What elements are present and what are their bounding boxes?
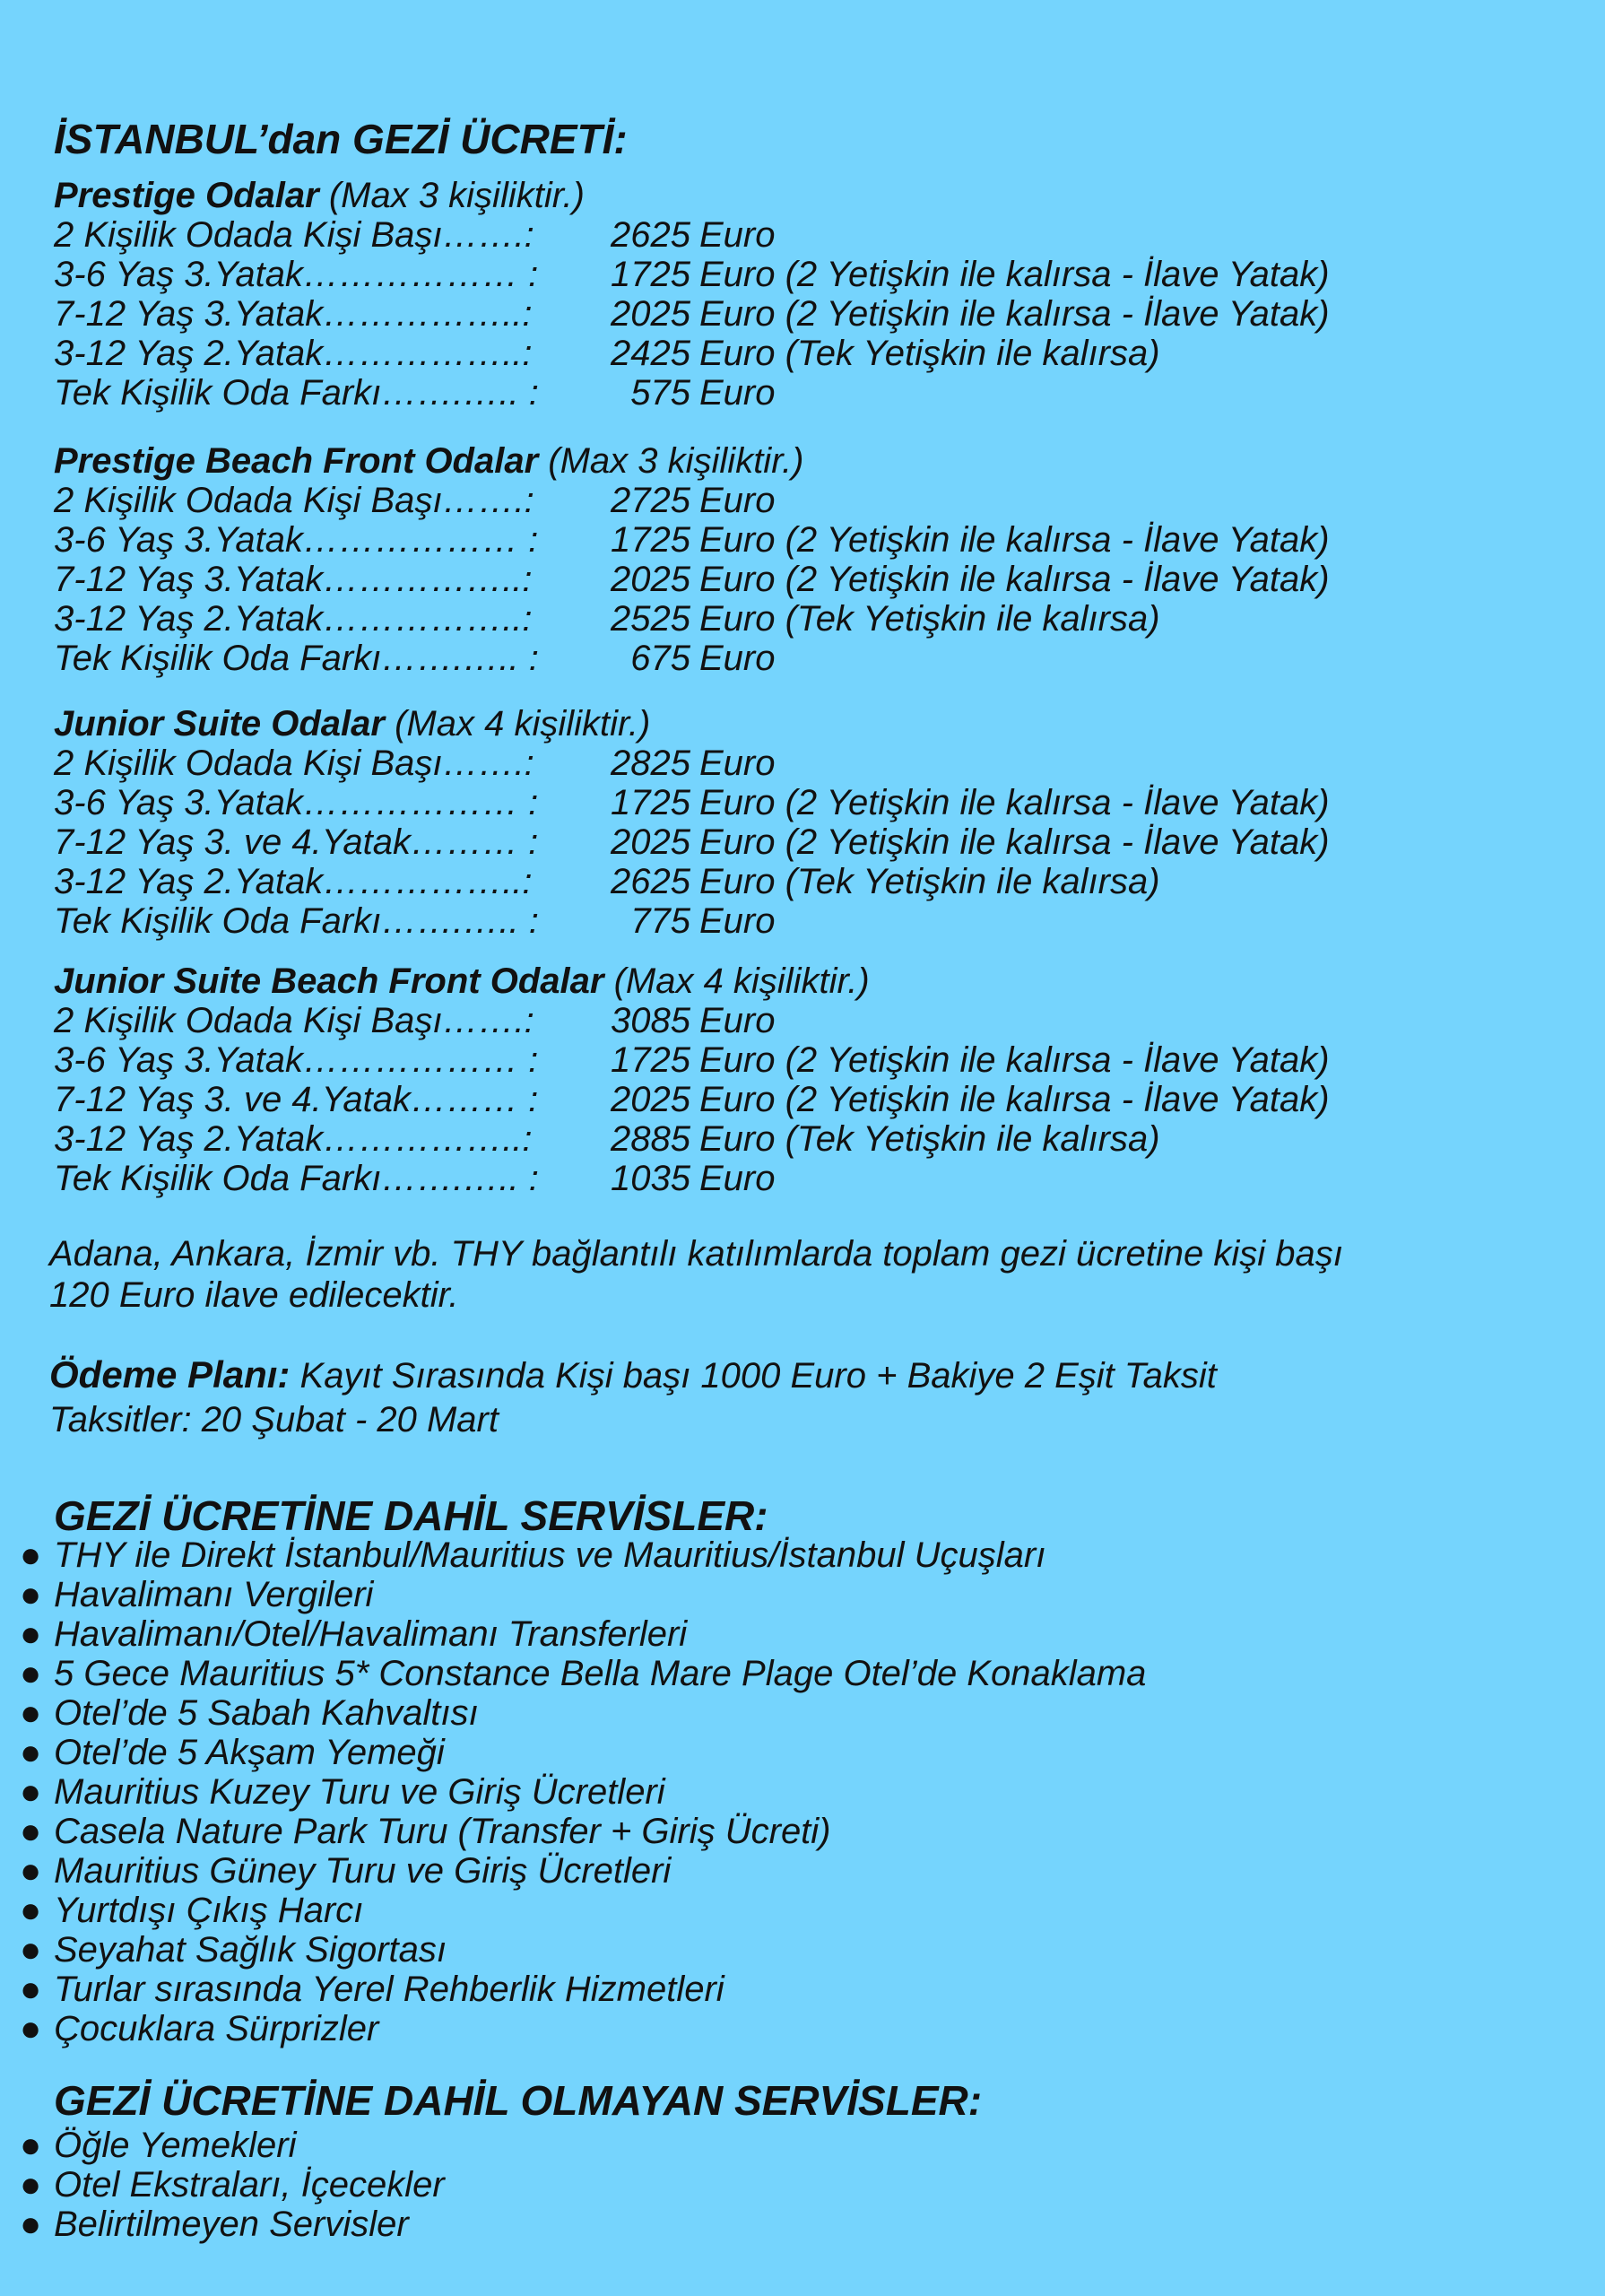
list-item-text: Seyahat Sağlık Sigortası	[54, 1930, 447, 1970]
list-item	[20, 1891, 1146, 1930]
room-name: Prestige Odalar	[54, 176, 319, 215]
price-note: Euro	[699, 639, 776, 678]
price-value: 2885	[611, 1119, 690, 1159]
price-value: 2725	[611, 481, 690, 520]
price-label: 2 Kişilik Odada Kişi Başı…….:	[54, 1001, 534, 1040]
price-label: 3-12 Yaş 2.Yatak……………..:	[54, 599, 533, 639]
price-value: 2425	[611, 334, 690, 373]
price-label: Tek Kişilik Oda Farkı…….….. :	[54, 1159, 539, 1198]
price-row	[54, 1159, 1330, 1198]
room-block-junior-suite	[54, 704, 1330, 941]
price-note: Euro (Tek Yetişkin ile kalırsa)	[699, 1119, 1160, 1159]
price-label: 7-12 Yaş 3.Yatak……………..:	[54, 294, 533, 334]
installments-text: Taksitler: 20 Şubat - 20 Mart	[49, 1400, 499, 1439]
price-note: Euro	[699, 1159, 776, 1198]
list-item	[20, 1575, 1146, 1614]
price-label: 2 Kişilik Odada Kişi Başı…….:	[54, 744, 534, 783]
list-item	[20, 1970, 1146, 2009]
bullet-icon: ●	[20, 2126, 42, 2165]
price-label: 3-12 Yaş 2.Yatak……………..:	[54, 334, 533, 373]
connection-note-line: 120 Euro ilave edilecektir.	[49, 1275, 459, 1315]
bullet-icon: ●	[20, 1575, 42, 1614]
bullet-icon: ●	[20, 1891, 42, 1930]
price-note: Euro (2 Yetişkin ile kalırsa - İlave Yatak)	[699, 560, 1330, 599]
price-row	[54, 783, 1330, 822]
price-note: Euro	[699, 481, 776, 520]
list-item-text: Turlar sırasında Yerel Rehberlik Hizmetleri	[54, 1970, 724, 2009]
price-label: 7-12 Yaş 3. ve 4.Yatak……… :	[54, 1080, 539, 1119]
price-note: Euro (Tek Yetişkin ile kalırsa)	[699, 599, 1160, 639]
price-label: 7-12 Yaş 3. ve 4.Yatak……… :	[54, 822, 539, 862]
list-item	[20, 1535, 1146, 1575]
list-item-text: Yurtdışı Çıkış Harcı	[54, 1891, 364, 1930]
list-item-text: Öğle Yemekleri	[54, 2126, 297, 2165]
price-label: 3-6 Yaş 3.Yatak……………… :	[54, 255, 539, 294]
price-note: Euro	[699, 215, 776, 255]
list-item	[20, 2205, 445, 2244]
room-capacity: (Max 3 kişiliktir.)	[548, 441, 804, 481]
price-row	[54, 1119, 1330, 1159]
payment-text: Kayıt Sırasında Kişi başı 1000 Euro + Bakiye 2 Eşit Taksit	[299, 1356, 1217, 1396]
price-value: 3085	[611, 1001, 690, 1040]
room-block-prestige	[54, 176, 1330, 413]
price-label: 3-12 Yaş 2.Yatak……………..:	[54, 1119, 533, 1159]
list-item	[20, 1654, 1146, 1693]
list-item	[20, 1930, 1146, 1970]
price-row	[54, 639, 1330, 678]
list-item-text: Havalimanı Vergileri	[54, 1575, 374, 1614]
list-item-text: Otel Ekstraları, İçecekler	[54, 2165, 445, 2205]
price-label: 3-6 Yaş 3.Yatak……………… :	[54, 520, 539, 560]
payment-plan	[49, 1354, 1217, 1440]
price-label: Tek Kişilik Oda Farkı…….….. :	[54, 639, 539, 678]
bullet-icon: ●	[20, 1851, 42, 1891]
page-title: İSTANBUL’dan GEZİ ÜCRETİ:	[54, 116, 628, 162]
list-item-text: Casela Nature Park Turu (Transfer + Giriş Ücreti)	[54, 1812, 831, 1851]
list-item-text: Havalimanı/Otel/Havalimanı Transferleri	[54, 1614, 688, 1654]
list-item-text: Belirtilmeyen Servisler	[54, 2205, 409, 2244]
price-value: 1725	[611, 255, 690, 294]
room-capacity: (Max 4 kişiliktir.)	[613, 961, 870, 1001]
price-label: 3-6 Yaş 3.Yatak……………… :	[54, 783, 539, 822]
bullet-icon: ●	[20, 1772, 42, 1812]
bullet-icon: ●	[20, 1693, 42, 1733]
price-label: 3-12 Yaş 2.Yatak……………..:	[54, 862, 533, 901]
included-title: GEZİ ÜCRETİNE DAHİL SERVİSLER:	[54, 1492, 768, 1539]
price-note: Euro	[699, 1001, 776, 1040]
price-row	[54, 560, 1330, 599]
price-label: 7-12 Yaş 3.Yatak……………..:	[54, 560, 533, 599]
price-value: 575	[630, 373, 690, 413]
price-value: 2625	[611, 862, 690, 901]
room-capacity: (Max 4 kişiliktir.)	[395, 704, 651, 744]
price-row	[54, 862, 1330, 901]
price-row	[54, 215, 1330, 255]
list-item-text: Otel’de 5 Sabah Kahvaltısı	[54, 1693, 479, 1733]
room-heading	[54, 441, 1330, 481]
bullet-icon: ●	[20, 1930, 42, 1970]
price-value: 1035	[611, 1159, 690, 1198]
price-row	[54, 1080, 1330, 1119]
price-note: Euro	[699, 901, 776, 941]
connection-note	[49, 1233, 1343, 1316]
price-note: Euro	[699, 744, 776, 783]
list-item	[20, 1772, 1146, 1812]
list-item-text: Mauritius Güney Turu ve Giriş Ücretleri	[54, 1851, 672, 1891]
price-row	[54, 481, 1330, 520]
price-value: 2025	[611, 560, 690, 599]
list-item-text: Mauritius Kuzey Turu ve Giriş Ücretleri	[54, 1772, 665, 1812]
price-value: 2625	[611, 215, 690, 255]
list-item	[20, 2165, 445, 2205]
payment-label: Ödeme Planı:	[49, 1353, 291, 1396]
price-note: Euro (2 Yetişkin ile kalırsa - İlave Yatak)	[699, 1080, 1330, 1119]
list-item	[20, 1614, 1146, 1654]
price-note: Euro (Tek Yetişkin ile kalırsa)	[699, 334, 1160, 373]
list-item-text: Çocuklara Sürprizler	[54, 2009, 379, 2048]
price-note: Euro	[699, 373, 776, 413]
price-note: Euro (2 Yetişkin ile kalırsa - İlave Yatak)	[699, 1040, 1330, 1080]
room-heading	[54, 704, 1330, 744]
bullet-icon: ●	[20, 1812, 42, 1851]
bullet-icon: ●	[20, 2205, 42, 2244]
price-row	[54, 1040, 1330, 1080]
room-block-prestige-beach-front	[54, 441, 1330, 678]
bullet-icon: ●	[20, 1733, 42, 1772]
price-row	[54, 822, 1330, 862]
connection-note-line: Adana, Ankara, İzmir vb. THY bağlantılı katılımlarda toplam gezi ücretine kişi başı	[49, 1234, 1343, 1274]
room-heading	[54, 176, 1330, 215]
price-value: 2825	[611, 744, 690, 783]
price-row	[54, 334, 1330, 373]
room-name: Prestige Beach Front Odalar	[54, 441, 539, 481]
bullet-icon: ●	[20, 1535, 42, 1575]
list-item	[20, 1733, 1146, 1772]
price-row	[54, 1001, 1330, 1040]
list-item-text: Otel’de 5 Akşam Yemeği	[54, 1733, 445, 1772]
price-row	[54, 373, 1330, 413]
included-list	[20, 1535, 1146, 2048]
price-row	[54, 255, 1330, 294]
list-item	[20, 2009, 1146, 2048]
price-value: 1725	[611, 520, 690, 560]
list-item	[20, 2126, 445, 2165]
price-label: Tek Kişilik Oda Farkı…….….. :	[54, 901, 539, 941]
bullet-icon: ●	[20, 1970, 42, 2009]
price-label: 2 Kişilik Odada Kişi Başı…….:	[54, 481, 534, 520]
bullet-icon: ●	[20, 2009, 42, 2048]
price-value: 775	[630, 901, 690, 941]
bullet-icon: ●	[20, 1654, 42, 1693]
price-note: Euro (2 Yetişkin ile kalırsa - İlave Yatak)	[699, 783, 1330, 822]
price-value: 1725	[611, 783, 690, 822]
room-name: Junior Suite Beach Front Odalar	[54, 961, 604, 1001]
list-item	[20, 1851, 1146, 1891]
bullet-icon: ●	[20, 2165, 42, 2205]
price-value: 2025	[611, 822, 690, 862]
price-label: 3-6 Yaş 3.Yatak……………… :	[54, 1040, 539, 1080]
payment-line	[49, 1354, 1217, 1399]
price-value: 2025	[611, 1080, 690, 1119]
price-value: 2025	[611, 294, 690, 334]
price-label: Tek Kişilik Oda Farkı…….….. :	[54, 373, 539, 413]
list-item-text: 5 Gece Mauritius 5* Constance Bella Mare Plage Otel’de Konaklama	[54, 1654, 1147, 1693]
price-note: Euro (2 Yetişkin ile kalırsa - İlave Yatak)	[699, 294, 1330, 334]
price-note: Euro (2 Yetişkin ile kalırsa - İlave Yatak)	[699, 255, 1330, 294]
bullet-icon: ●	[20, 1614, 42, 1654]
price-label: 2 Kişilik Odada Kişi Başı…….:	[54, 215, 534, 255]
room-name: Junior Suite Odalar	[54, 704, 385, 744]
price-row	[54, 520, 1330, 560]
price-row	[54, 294, 1330, 334]
room-capacity: (Max 3 kişiliktir.)	[328, 176, 585, 215]
price-row	[54, 744, 1330, 783]
price-row	[54, 901, 1330, 941]
price-note: Euro (Tek Yetişkin ile kalırsa)	[699, 862, 1160, 901]
excluded-title: GEZİ ÜCRETİNE DAHİL OLMAYAN SERVİSLER:	[54, 2077, 983, 2124]
room-block-junior-suite-beach-front	[54, 961, 1330, 1198]
price-row	[54, 599, 1330, 639]
price-note: Euro (2 Yetişkin ile kalırsa - İlave Yatak)	[699, 822, 1330, 862]
room-heading	[54, 961, 1330, 1001]
list-item-text: THY ile Direkt İstanbul/Mauritius ve Mauritius/İstanbul Uçuşları	[54, 1535, 1046, 1575]
price-value: 2525	[611, 599, 690, 639]
list-item	[20, 1812, 1146, 1851]
list-item	[20, 1693, 1146, 1733]
excluded-list	[20, 2126, 445, 2244]
price-note: Euro (2 Yetişkin ile kalırsa - İlave Yatak)	[699, 520, 1330, 560]
price-value: 675	[630, 639, 690, 678]
price-value: 1725	[611, 1040, 690, 1080]
